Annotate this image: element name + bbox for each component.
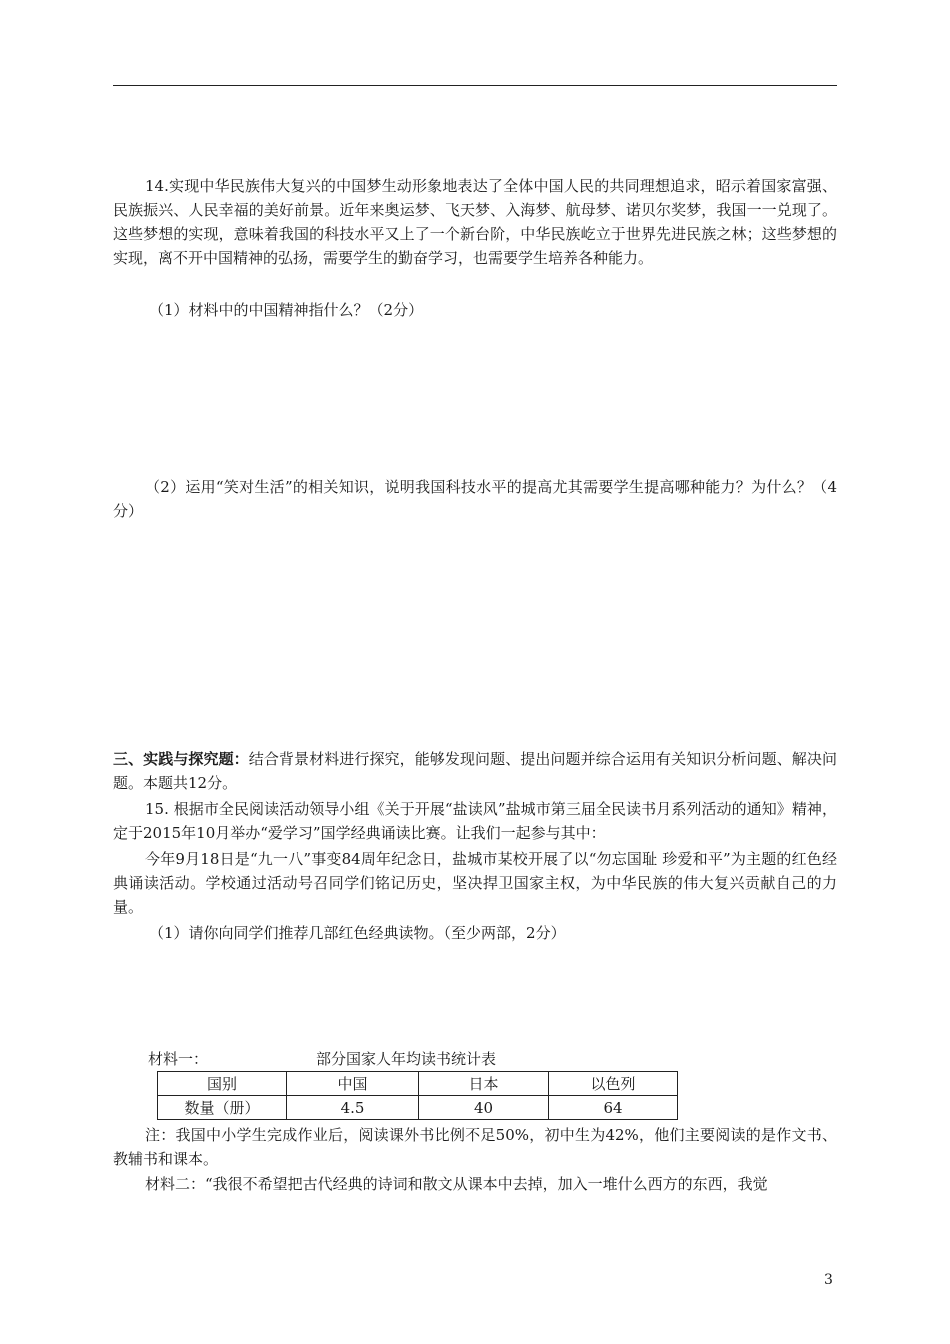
table-cell: 40 [419,1096,549,1120]
table-row [158,1096,678,1120]
table-cell: 64 [549,1096,678,1120]
section3-heading: 三、实践与探究题： [113,750,249,768]
q14-sub1: （1）材料中的中国精神指什么？（2分） [149,301,424,319]
table-header-cell: 日本 [419,1072,549,1096]
table-header-row [158,1072,678,1096]
q14-stem: 14.实现中华民族伟大复兴的中国梦生动形象地表达了全体中国人民的共同理想追求，昭示着国家富强、民族振兴、人民幸福的美好前景。近年来奥运梦、飞天梦、入海梦、航母梦、诺贝尔奖梦，我国一一兑现了。这些梦想的实现，意味着我国的科技水平又上了一个新台阶，中华民族屹立于世界先进民族之林；这些梦想的实现，离不开中国精神的弘扬，需要学生的勤奋学习，也需要学生培养各种能力。 [113,177,837,267]
header-rule [113,85,837,86]
material1-note: 注：我国中小学生完成作业后，阅读课外书比例不足50%，初中生为42%，他们主要阅读的是作文书、教辅书和课本。 [113,1126,837,1168]
reading-stats-table [157,1071,678,1120]
material2-text: 材料二：“我很不希望把古代经典的诗词和散文从课本中去掉，加入一堆什么西方的东西，我觉 [145,1175,768,1193]
q15-background: 今年9月18日是“九一八”事变84周年纪念日，盐城市某校开展了以“勿忘国耻 珍爱和平”为主题的红色经典诵读活动。学校通过活动号召同学们铭记历史，坚决捍卫国家主权，为中华民族的伟大复兴贡献自己的力量。 [113,850,837,916]
page-number: 3 [824,1272,833,1288]
section3-intro-text: 结合背景材料进行探究，能够发现问题、提出问题并综合运用有关知识分析问题、解决问题。本题共12分。 [113,750,837,792]
table-header-cell: 中国 [287,1072,419,1096]
table-header-cell: 以色列 [549,1072,678,1096]
q14-sub2: （2）运用“笑对生活”的相关知识，说明我国科技水平的提高尤其需要学生提高哪种能力？为什么？（4分） [113,478,837,520]
section3-intro [113,747,837,795]
material1-title: 部分国家人年均读书统计表 [316,1050,497,1068]
table-cell: 数量（册） [158,1096,287,1120]
q15-sub1: （1）请你向同学们推荐几部红色经典读物。（至少两部，2分） [149,924,566,942]
material1-label: 材料一： [148,1050,209,1068]
table-cell: 4.5 [287,1096,419,1120]
table-header-cell: 国别 [158,1072,287,1096]
material1-caption [148,1048,496,1070]
q15-stem: 15. 根据市全民阅读活动领导小组《关于开展“盐读风”盐城市第三届全民读书月系列活动的通知》精神，定于2015年10月举办“爱学习”国学经典诵读比赛。让我们一起参与其中： [113,800,837,842]
